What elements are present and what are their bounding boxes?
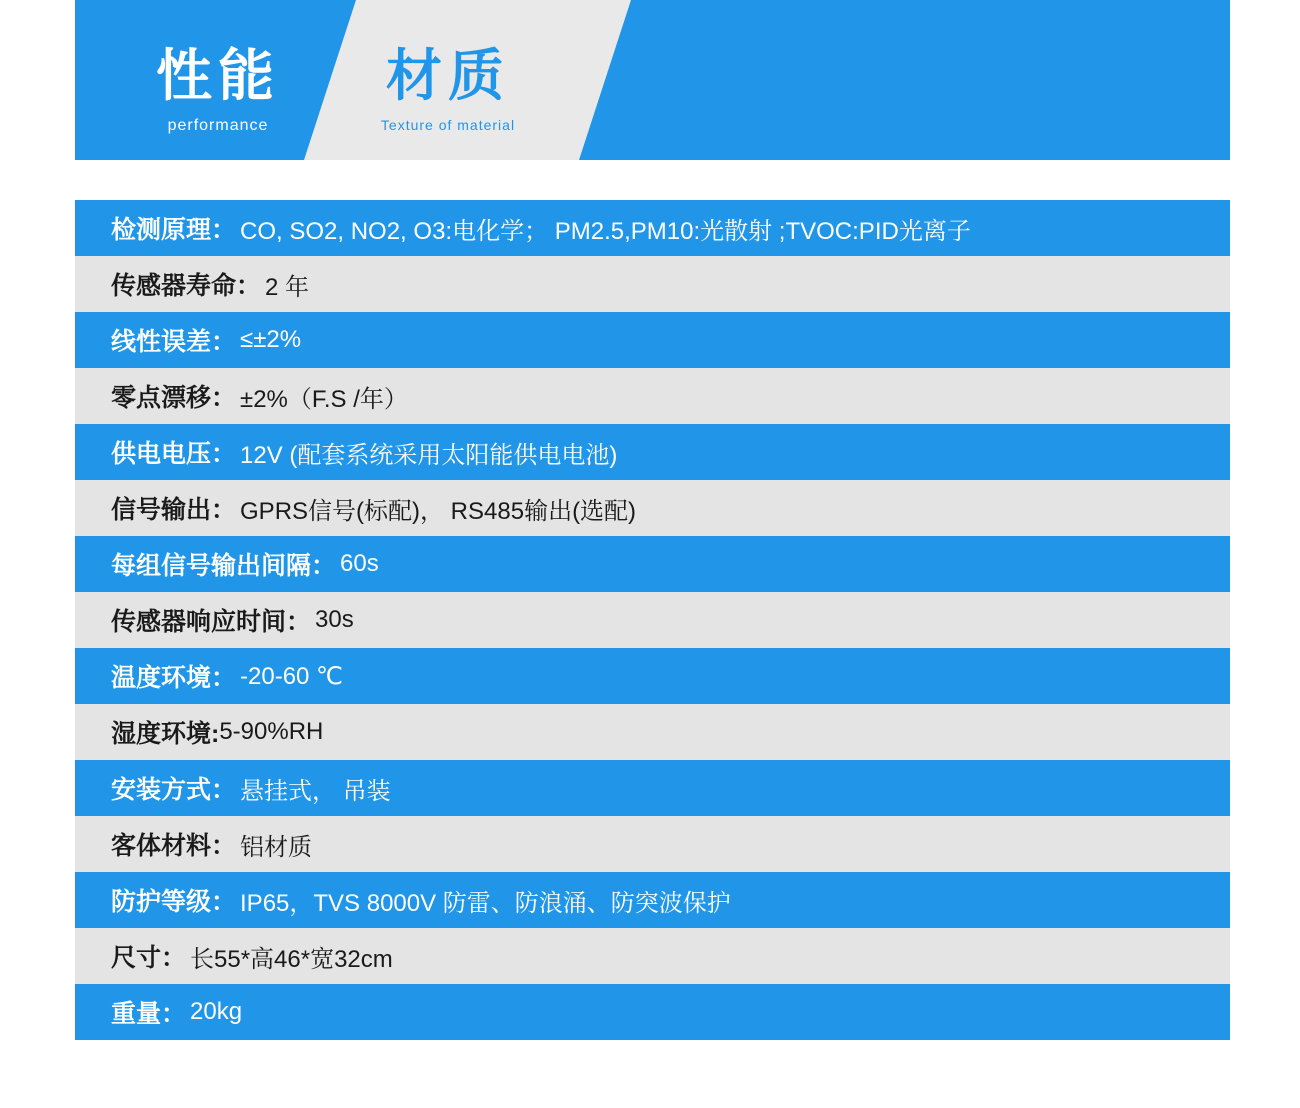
table-row (75, 648, 1230, 704)
table-row (75, 312, 1230, 368)
tab-material-subtitle: Texture of material (380, 117, 516, 133)
spec-value: 30s (315, 606, 354, 633)
spec-label: 传感器响应时间： (111, 608, 312, 636)
table-row (75, 536, 1230, 592)
spec-value: 铝材质 (240, 833, 313, 861)
table-row (75, 592, 1230, 648)
table-row (75, 872, 1230, 928)
spec-value: IP65，TVS 8000V 防雷、防浪涌、防突波保护 (240, 889, 731, 917)
tab-material-title: 材质 (386, 44, 510, 107)
tab-material[interactable] (358, 44, 538, 133)
spec-label: 检测原理： (111, 216, 237, 244)
spec-value: 2 年 (265, 273, 310, 301)
spec-value: -20-60 ℃ (240, 662, 344, 690)
table-row (75, 256, 1230, 312)
specification-table (75, 200, 1230, 1040)
spec-value: 5-90%RH (219, 718, 324, 745)
spec-label: 尺寸： (111, 944, 187, 972)
tab-performance[interactable] (128, 44, 308, 134)
spec-label: 供电电压： (111, 440, 237, 468)
spec-value: GPRS信号(标配)， RS485输出(选配) (240, 497, 637, 525)
table-row (75, 704, 1230, 760)
spec-label: 零点漂移： (111, 384, 237, 412)
spec-value: 12V (配套系统采用太阳能供电电池) (240, 441, 618, 469)
spec-label: 信号输出： (111, 496, 237, 524)
spec-label: 防护等级： (111, 888, 237, 916)
table-row (75, 424, 1230, 480)
spec-label: 客体材料： (111, 832, 237, 860)
spec-label: 传感器寿命： (111, 272, 262, 300)
spec-label: 每组信号输出间隔： (111, 552, 337, 580)
section-header-banner (0, 0, 1300, 165)
table-row (75, 984, 1230, 1040)
spec-label: 重量： (111, 1000, 187, 1028)
tab-performance-subtitle: performance (167, 117, 269, 134)
spec-value: 20kg (190, 998, 243, 1025)
spec-label: 湿度环境: (111, 720, 220, 748)
spec-label: 温度环境： (111, 664, 237, 692)
spec-label: 线性误差： (111, 328, 237, 356)
spec-value: 悬挂式， 吊装 (240, 777, 391, 805)
spec-label: 安装方式： (111, 776, 237, 804)
spec-value: CO, SO2, NO2, O3:电化学； PM2.5,PM10:光散射 ;TVOC:PID光离子 (240, 217, 971, 245)
table-row (75, 760, 1230, 816)
spec-value: 60s (340, 550, 379, 577)
table-row (75, 816, 1230, 872)
spec-value: 长55*高46*宽32cm (190, 945, 393, 973)
tab-performance-title: 性能 (156, 44, 280, 107)
table-row (75, 480, 1230, 536)
table-row (75, 368, 1230, 424)
spec-value: ±2%（F.S /年） (240, 385, 408, 413)
table-row (75, 200, 1230, 256)
spec-value: ≤±2% (240, 326, 302, 353)
table-row (75, 928, 1230, 984)
